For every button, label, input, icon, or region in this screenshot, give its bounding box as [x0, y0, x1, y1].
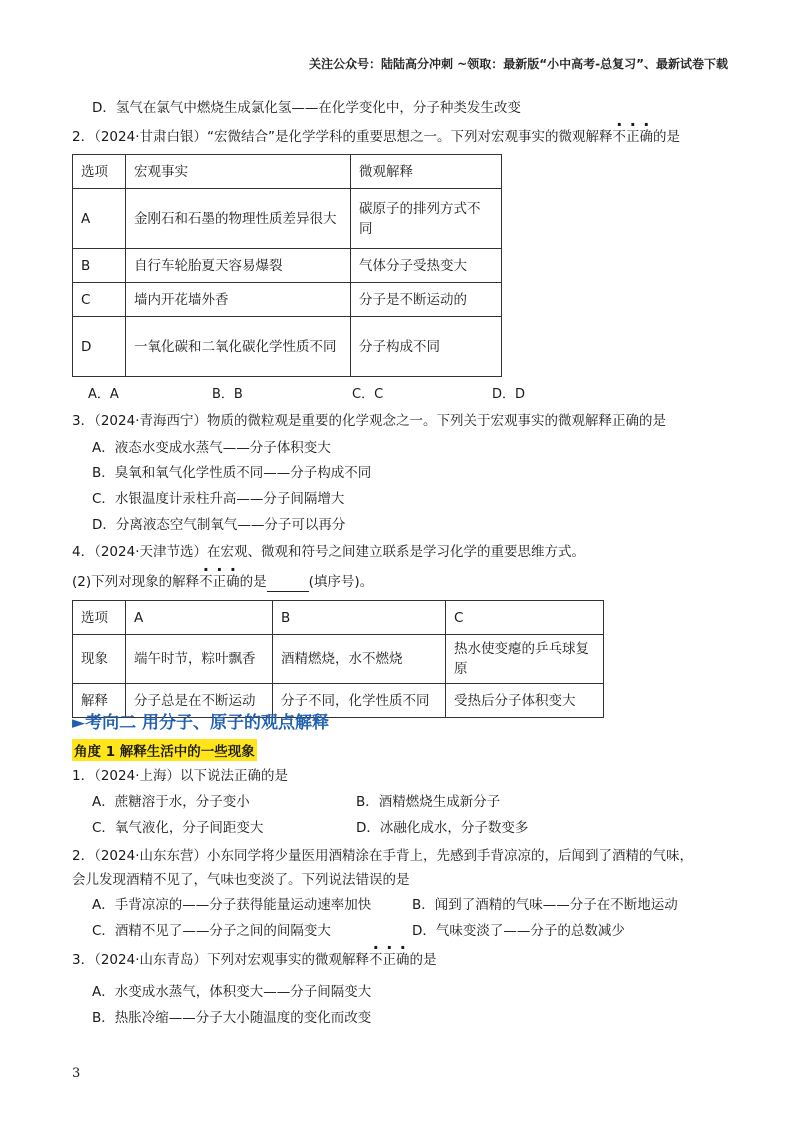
triangle-marker-icon: ► [72, 713, 86, 733]
table-cell: 一氧化碳和二氧化碳化学性质不同 [126, 317, 351, 377]
s2-option-b: B．闻到了酒精的气味——分子在不断地运动 [412, 897, 678, 913]
s1-option-c: C．氧气液化，分子间距变大 [92, 820, 264, 836]
emphasis-char: 确 [639, 129, 653, 145]
table-row [73, 249, 502, 283]
q3-option-a: A．液态水变成水蒸气——分子体积变大 [92, 440, 331, 456]
s3-option-a: A．水变成水蒸气，体积变大——分子间隔变大 [92, 984, 372, 1000]
q2-stem [72, 127, 680, 147]
s1-stem: 1．（2024·上海）以下说法正确的是 [72, 768, 288, 784]
table-cell: 墙内开花墙外香 [126, 283, 351, 317]
s2-stem-line1: 2．（2024·山东东营）小东同学将少量医用酒精涂在手背上，先感到手背凉凉的，后闻到了酒精的气味， [72, 848, 693, 864]
answer-blank[interactable] [267, 577, 309, 592]
emphasis-char: 确 [226, 574, 240, 590]
q2-option-b: B．B [212, 387, 243, 402]
q1-option-d: D．氢气在氯气中燃烧生成氯化氢——在化学变化中，分子种类发生改变 [92, 100, 521, 116]
table-header: A [126, 601, 273, 635]
q2-stem-suffix: 的是 [652, 129, 680, 145]
q3-option-c: C．水银温度计汞柱升高——分子间隔增大 [92, 491, 345, 507]
emphasis-char: 正 [625, 129, 640, 145]
table-cell: 解释 [73, 684, 126, 718]
table-cell: 酒精燃烧，水不燃烧 [273, 635, 446, 684]
table-cell: 受热后分子体积变大 [446, 684, 604, 718]
q4-sub-suffix-2: (填序号)。 [308, 574, 374, 590]
table-cell: 分子不同，化学性质不同 [273, 684, 446, 718]
table-row [73, 189, 502, 249]
table-header: 选项 [73, 155, 126, 189]
table-cell: A [73, 189, 126, 249]
page-header: 关注公众号：陆陆高分冲刺 ~领取：最新版“小中高考-总复习”、最新试卷下载 [309, 57, 728, 71]
table-cell: C [73, 283, 126, 317]
s2-option-a: A．手背凉凉的——分子获得能量运动速率加快 [92, 897, 372, 913]
q2-table [72, 154, 502, 377]
table-row [73, 317, 502, 377]
s2-option-c: C．酒精不见了——分子之间的间隔变大 [92, 923, 331, 939]
s3-stem-prefix: 3．（2024·山东青岛）下列对宏观事实的微观解释 [72, 952, 369, 968]
table-cell: 端午时节，粽叶飘香 [126, 635, 273, 684]
s3-stem [72, 950, 437, 970]
emphasis-char: 正 [212, 574, 227, 590]
q2-option-d: D．D [492, 387, 526, 402]
table-cell: 自行车轮胎夏天容易爆裂 [126, 249, 351, 283]
section-title: 考向二 用分子、原子的观点解释 [85, 713, 329, 733]
table-cell: 热水使变瘪的乒乓球复原 [446, 635, 604, 684]
q4-substem [72, 572, 373, 592]
q3-option-d: D．分离液态空气制氧气——分子可以再分 [92, 517, 346, 533]
table-row [73, 283, 502, 317]
q2-option-a: A．A [88, 387, 119, 402]
q3-option-b: B．臭氧和氧气化学性质不同——分子构成不同 [92, 465, 372, 481]
table-header: B [273, 601, 446, 635]
table-cell: 分子是不断运动的 [351, 283, 502, 317]
table-row [73, 635, 604, 684]
s3-option-b: B．热胀冷缩——分子大小随温度的变化而改变 [92, 1010, 372, 1026]
q4-sub-suffix: 的是 [239, 574, 267, 590]
emphasis-char: 不 [369, 952, 383, 968]
s1-option-b: B．酒精燃烧生成新分子 [356, 794, 501, 810]
table-header: 微观解释 [351, 155, 502, 189]
table-cell: D [73, 317, 126, 377]
table-cell: 气体分子受热变大 [351, 249, 502, 283]
table-header: 选项 [73, 601, 126, 635]
table-cell: 分子总是在不断运动 [126, 684, 273, 718]
table-cell: 现象 [73, 635, 126, 684]
s1-option-d: D．冰融化成水，分子数变多 [356, 820, 529, 836]
emphasis-char: 确 [396, 952, 410, 968]
section-heading [72, 708, 329, 733]
page-number: 3 [72, 1066, 81, 1081]
q2-option-c: C．C [352, 387, 384, 402]
table-cell: 碳原子的排列方式不同 [351, 189, 502, 249]
q4-table [72, 600, 604, 718]
q2-stem-prefix: 2．（2024·甘肃白银）“宏微结合”是化学学科的重要思想之一。下列对宏观事实的微观解释 [72, 129, 613, 145]
table-header: 宏观事实 [126, 155, 351, 189]
angle-subheading: 角度 1 解释生活中的一些现象 [72, 739, 257, 761]
table-cell: B [73, 249, 126, 283]
s1-option-a: A．蔗糖溶于水，分子变小 [92, 794, 250, 810]
q4-sub-prefix: (2)下列对现象的解释 [72, 574, 200, 590]
s3-stem-suffix: 的是 [409, 952, 437, 968]
emphasis-char: 不 [612, 129, 626, 145]
table-cell: 金刚石和石墨的物理性质差异很大 [126, 189, 351, 249]
table-header: C [446, 601, 604, 635]
emphasis-char: 不 [199, 574, 213, 590]
s2-option-d: D．气味变淡了——分子的总数减少 [412, 923, 625, 939]
table-cell: 分子构成不同 [351, 317, 502, 377]
s2-stem-line2: 会儿发现酒精不见了，气味也变淡了。下列说法错误的是 [72, 872, 410, 888]
emphasis-char: 正 [382, 952, 396, 968]
q3-stem: 3．（2024·青海西宁）物质的微粒观是重要的化学观念之一。下列关于宏观事实的微观解释正确的是 [72, 413, 666, 429]
q4-stem: 4．（2024·天津节选）在宏观、微观和符号之间建立联系是学习化学的重要思维方式。 [72, 544, 585, 560]
